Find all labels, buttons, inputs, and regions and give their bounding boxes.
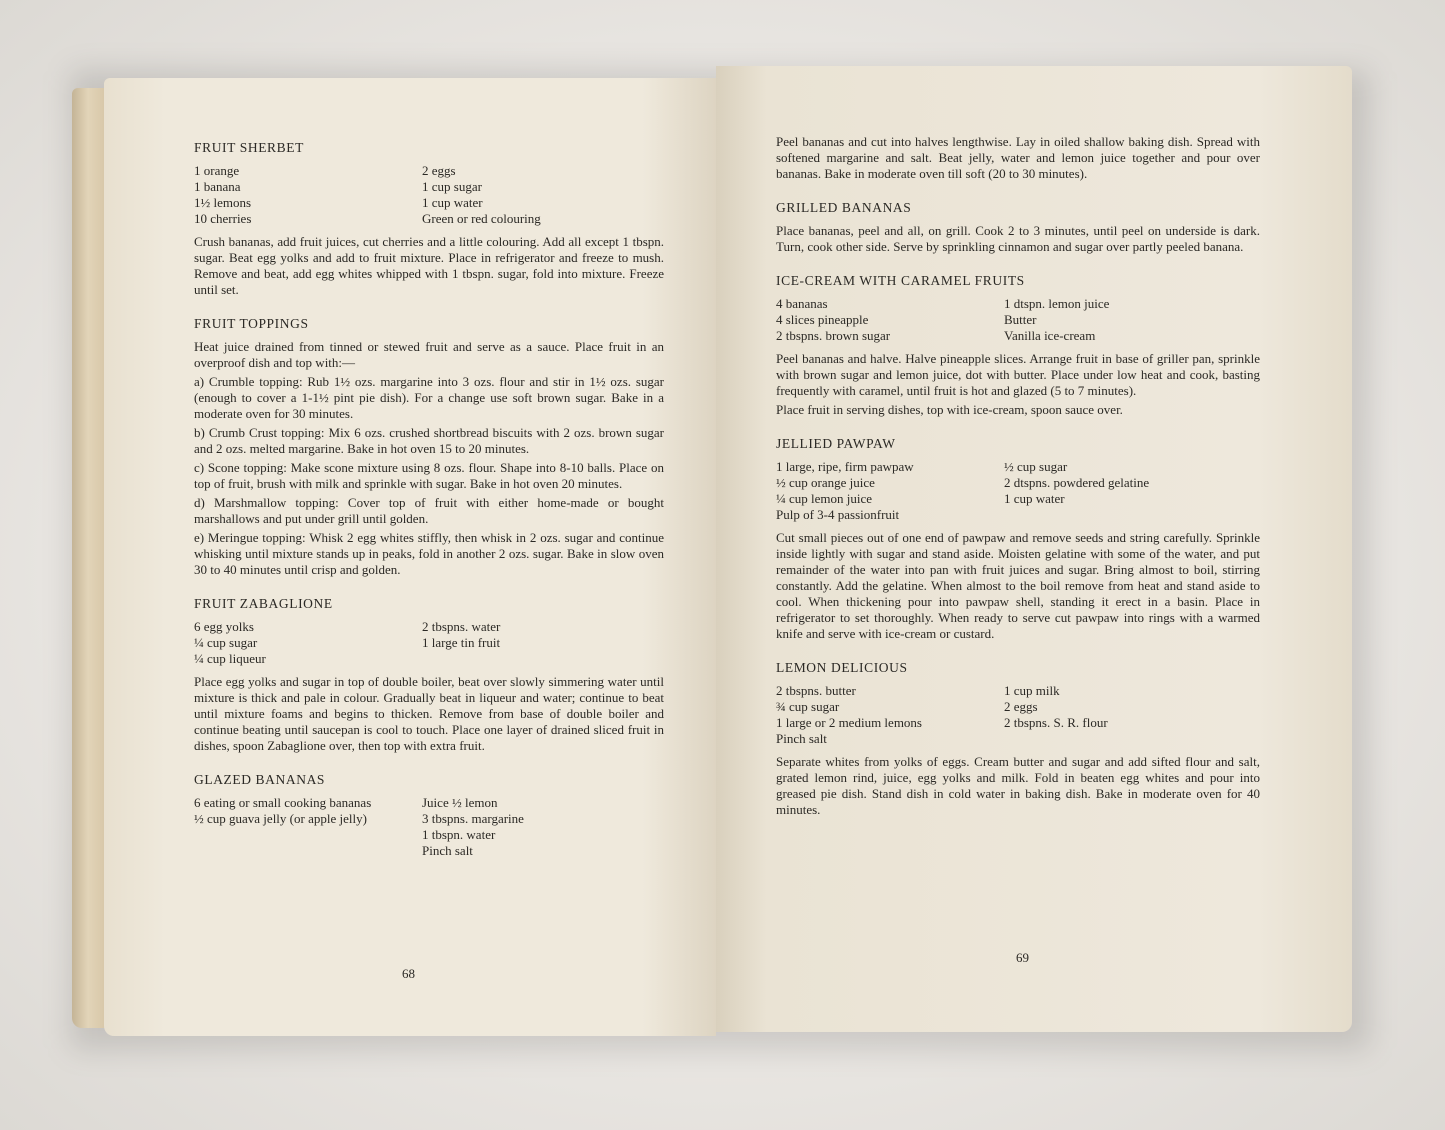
recipe-section [194,596,664,754]
ingredient-item: ¼ cup sugar [194,635,258,650]
recipe-section [776,660,1260,818]
ingredient-column [776,459,1004,523]
recipe-section [194,316,664,578]
ingredient-item: 1 large tin fruit [422,635,501,650]
ingredient-column [422,163,664,227]
recipe-title: JELLIED PAWPAW [776,436,896,451]
method-paragraph: a) Crumble topping: Rub 1½ ozs. margarine into 3 ozs. flour and stir in 1½ ozs. sugar (enough to cover a 1-1½ pint pie dish). For a change use soft brown sugar. Bake in a moderate oven for 30 minutes. [194,374,664,421]
method-paragraph: b) Crumb Crust topping: Mix 6 ozs. crushed shortbread biscuits with 2 ozs. brown sugar and 2 ozs. melted margarine. Bake in hot oven 15 to 20 minutes. [194,425,664,456]
ingredient-item: 1½ lemons [194,195,252,210]
ingredient-list [194,795,664,859]
right-column [776,134,1260,836]
ingredient-list [194,163,664,227]
method-paragraph: Place egg yolks and sugar in top of double boiler, beat over slowly simmering water until mixture is thick and pale in colour. Gradually beat in liqueur and water; continue to beat until mixture foams and begins to thicken. Remove from base of double boiler and continue beating until saucepan is cool to touch. Place one layer of drained sliced fruit in dishes, spoon Zabaglione over, then top with extra fruit. [194,674,664,753]
ingredient-item: 1 large, ripe, firm pawpaw [776,459,914,474]
ingredient-item: ¾ cup sugar [776,699,840,714]
ingredient-list [776,459,1260,523]
ingredient-item: 1 cup milk [1004,683,1060,698]
continued-paragraph: Peel bananas and cut into halves lengthwise. Lay in oiled shallow baking dish. Spread with softened margarine and salt. Beat jelly, water and lemon juice together and pour over bananas. Bake in moderate oven till soft (20 to 30 minutes). [776,134,1260,181]
ingredient-item: Pinch salt [776,731,827,746]
ingredient-item: 2 tbspns. butter [776,683,856,698]
ingredient-item: 2 eggs [422,163,456,178]
ingredient-item: 2 dtspns. powdered gelatine [1004,475,1150,490]
method-paragraph: Heat juice drained from tinned or stewed fruit and serve as a sauce. Place fruit in an overproof dish and top with:— [194,339,664,370]
ingredient-item: 1 orange [194,163,240,178]
left-column [194,140,664,877]
ingredient-item: Pulp of 3-4 passionfruit [776,507,900,522]
ingredient-item: 3 tbspns. margarine [422,811,524,826]
recipe-section [776,436,1260,642]
ingredient-list [194,619,664,667]
method-paragraph: Separate whites from yolks of eggs. Cream butter and sugar and add sifted flour and salt, grated lemon rind, juice, egg yolks and milk. Fold in beaten egg whites and pour into greased pie dish. Stand dish in cold water in baking dish. Bake in moderate oven for 40 minutes. [776,754,1260,817]
ingredient-item: ¼ cup lemon juice [776,491,873,506]
ingredient-list [776,683,1260,747]
recipe-title: GLAZED BANANAS [194,772,326,787]
recipe-section [776,273,1260,418]
ingredient-item: 2 eggs [1004,699,1038,714]
method-paragraph: Peel bananas and halve. Halve pineapple slices. Arrange fruit in base of griller pan, sprinkle with brown sugar and lemon juice, dot with butter. Place under low heat and cook, basting frequently with caramel, until fruit is hot and glazed (5 to 7 minutes). [776,351,1260,398]
ingredient-column [1004,459,1260,523]
ingredient-item: 2 tbspns. S. R. flour [1004,715,1108,730]
right-page [716,66,1352,1032]
ingredient-column [1004,296,1260,344]
recipe-title: GRILLED BANANAS [776,200,912,215]
recipe-title: ICE-CREAM WITH CARAMEL FRUITS [776,273,1025,288]
method-paragraph: e) Meringue topping: Whisk 2 egg whites stiffly, then whisk in 2 ozs. sugar and continue whisking until mixture stands up in peaks, fold in another 2 ozs. sugar. Bake in slow oven 30 to 40 minutes until crisp and golden. [194,530,664,577]
method-paragraph: c) Scone topping: Make scone mixture using 8 ozs. flour. Shape into 8-10 balls. Place on top of fruit, brush with milk and sprinkle with sugar. Bake in hot oven 20 minutes. [194,460,664,491]
ingredient-list [776,296,1260,344]
ingredient-item: 1 banana [194,179,241,194]
page-number: 69 [1016,950,1029,965]
ingredient-item: Green or red colouring [422,211,541,226]
ingredient-item: 1 dtspn. lemon juice [1004,296,1110,311]
ingredient-column [776,683,1004,747]
ingredient-item: Vanilla ice-cream [1004,328,1096,343]
ingredient-item: 6 eating or small cooking bananas [194,795,372,810]
ingredient-column [194,163,422,227]
ingredient-item: Pinch salt [422,843,473,858]
method-paragraph: Place bananas, peel and all, on grill. Cook 2 to 3 minutes, until peel on underside is dark. Turn, cook other side. Serve by sprinkling cinnamon and sugar over partly peeled banana. [776,223,1260,254]
ingredient-item: ¼ cup liqueur [194,651,266,666]
ingredient-item: 1 large or 2 medium lemons [776,715,922,730]
ingredient-item: 1 tbspn. water [422,827,496,842]
ingredient-item: 2 tbspns. brown sugar [776,328,891,343]
recipe-section [194,772,664,859]
ingredient-item: 6 egg yolks [194,619,254,634]
ingredient-column [776,296,1004,344]
recipe-title: LEMON DELICIOUS [776,660,908,675]
ingredient-item: 1 cup sugar [422,179,482,194]
ingredient-item: 2 tbspns. water [422,619,501,634]
method-paragraph: d) Marshmallow topping: Cover top of fruit with either home-made or bought marshallows and put under grill until golden. [194,495,664,526]
recipe-title: FRUIT SHERBET [194,140,304,155]
ingredient-item: ½ cup sugar [1004,459,1068,474]
ingredient-column [194,795,422,859]
ingredient-column [422,795,664,859]
recipe-section [194,140,664,298]
ingredient-item: ½ cup orange juice [776,475,875,490]
method-paragraph: Place fruit in serving dishes, top with ice-cream, spoon sauce over. [776,402,1123,417]
ingredient-item: 4 slices pineapple [776,312,869,327]
ingredient-item: 1 cup water [422,195,483,210]
left-page [104,78,716,1036]
ingredient-item: Butter [1004,312,1037,327]
ingredient-item: 1 cup water [1004,491,1065,506]
ingredient-column [1004,683,1260,747]
method-paragraph: Crush bananas, add fruit juices, cut cherries and a little colouring. Add all except 1 tbspn. sugar. Beat egg yolks and add to fruit mixture. Place in refrigerator and freeze to mush. Remove and beat, add egg whites whipped with 1 tbspn. sugar, fold into mixture. Freeze until set. [194,234,664,297]
ingredient-item: Juice ½ lemon [422,795,498,810]
ingredient-item: ½ cup guava jelly (or apple jelly) [194,811,367,826]
recipe-title: FRUIT ZABAGLIONE [194,596,333,611]
recipe-title: FRUIT TOPPINGS [194,316,309,331]
method-paragraph: Cut small pieces out of one end of pawpaw and remove seeds and string carefully. Sprinkle inside lightly with sugar and stand aside. Moisten gelatine with some of the water, and put remainder of the water into pan with fruit juices and sugar. Bring almost to boil, stirring constantly. Add the gelatine. When almost to the boil remove from heat and stand aside to cool. When thickening pour into pawpaw shell, standing it erect in a basin. Place in refrigerator to set thoroughly. When ready to serve cut pawpaw into rings with a warmed knife and serve with ice-cream or custard. [776,530,1260,641]
right-recipes [776,200,1260,818]
ingredient-item: 4 bananas [776,296,828,311]
ingredient-column [194,619,422,667]
recipe-section [776,200,1260,255]
ingredient-item: 10 cherries [194,211,252,226]
page-number: 68 [402,966,415,981]
ingredient-column [422,619,664,667]
